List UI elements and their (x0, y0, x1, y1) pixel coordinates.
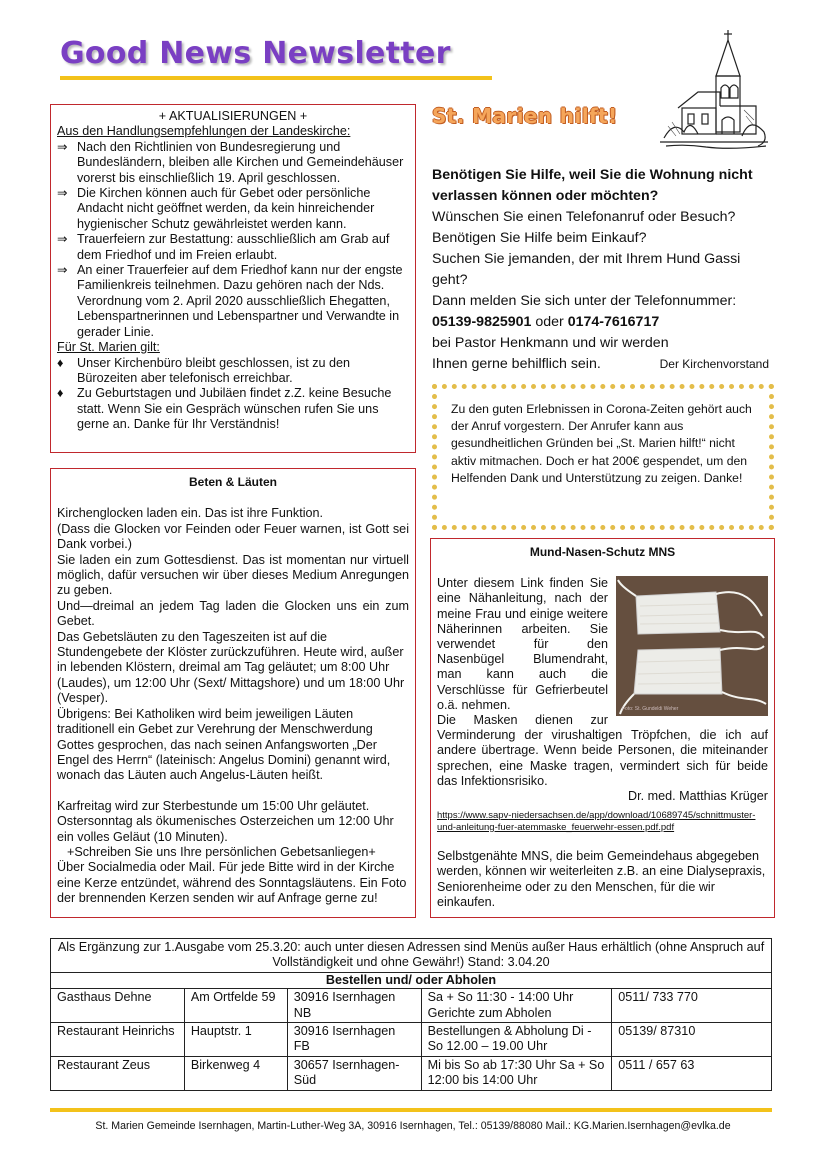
paragraph: Das Gebetsläuten zu den Tageszeiten ist auf die Stundengebete der Klöster zurückzuführen. Heute wird, außer in lebenden Klöstern, dreimal am Tag geläutet; um 8:00 Uhr (Laudes), um 12:00 Uhr (Sext/ Mittagshore) und um 18:00 Uhr (Vesper). (57, 629, 405, 706)
title-underline (60, 76, 492, 80)
paragraph: (Dass die Glocken vor Feinden oder Feuer warnen, ist Gott sei Dank vorbei.) (57, 521, 409, 552)
updates-title: + AKTUALISIERUNGEN + (158, 109, 308, 123)
hilft-title: St. Marien hilft! (432, 104, 618, 128)
restaurant-hours: Mi bis So ab 17:30 Uhr Sa + So 12:00 bis 14:00 Uhr (421, 1056, 612, 1090)
diamond-bullet-icon: ♦ (57, 355, 64, 370)
list-item: ♦ Zu Geburtstagen und Jubiläen findet z.Z. keine Besuche statt. Wenn Sie ein Gespräch wünschen rufen Sie uns gerne an. Danke für Ihr Verständnis! (57, 386, 392, 432)
restaurant-street: Am Ortfelde 59 (184, 989, 287, 1023)
restaurant-name: Gasthaus Dehne (51, 989, 185, 1023)
list-item: ♦ Unser Kirchenbüro bleibt geschlossen, ist zu den Bürozeiten aber telefonisch erreichbar. (57, 355, 351, 385)
restaurant-town: 30657 Isernhagen-Süd (287, 1056, 421, 1090)
arrow-icon: ⇒ (57, 232, 68, 247)
phone-number-2: 0174-7616717 (567, 314, 660, 330)
list-item: ⇒ Nach den Richtlinien von Bundesregierung und Bundesländern, bleiben alle Kirchen und Gemeindehäuser vorerst bis einschließlich 19. April geschlossen. (57, 139, 404, 185)
paragraph: Kirchenglocken laden ein. Das ist ihre Funktion. (57, 506, 324, 521)
diamond-bullet-icon: ♦ (57, 386, 64, 401)
restaurant-hours: Bestellungen & Abholung Di - So 12.00 – 19.00 Uhr (421, 1023, 612, 1057)
updates-subtitle: Aus den Handlungsempfehlungen der Landeskirche: (57, 124, 351, 139)
table-row (51, 1056, 772, 1090)
mns-box (430, 538, 775, 918)
hilft-line: Dann melden Sie sich unter der Telefonnummer: (432, 293, 737, 309)
restaurant-hours: Sa + So 11:30 - 14:00 Uhr Gerichte zum Abholen (421, 989, 612, 1023)
hilft-line: bei Pastor Henkmann und wir werden (432, 335, 669, 351)
hilft-line: Benötigen Sie Hilfe beim Einkauf? (432, 230, 647, 246)
updates-box (50, 104, 416, 453)
hilft-section (432, 165, 777, 375)
arrow-icon: ⇒ (57, 139, 68, 154)
newsletter-title: Good News Newsletter (60, 36, 451, 71)
mns-paragraph: Unter diesem Link finden Sie eine Nähanleitung, nach der meine Frau und einige weitere Näherinnen arbeiten. Sie verwendet für den Nasenbügel Blumendraht, man kann auch die Verschlüsse für Gefrierbeutel o.ä. nehmen. (437, 576, 608, 712)
footer-rule (50, 1108, 772, 1112)
beten-laeuten-box (50, 468, 416, 918)
hilft-line: Ihnen gerne behilflich sein. Der Kirchenvorstand (432, 354, 777, 375)
footer-address: St. Marien Gemeinde Isernhagen, Martin-Luther-Weg 3A, 30916 Isernhagen, Tel.: 05139/88080 Mail.: KG.Marien.Isernhagen@evlka.de (95, 1120, 731, 1132)
mask-photo (616, 576, 768, 716)
table-row (51, 1023, 772, 1057)
phone-number-1: 05139-9825901 (432, 314, 532, 330)
restaurant-town: 30916 Isernhagen FB (287, 1023, 421, 1057)
paragraph: +Schreiben Sie uns Ihre persönlichen Gebetsanliegen+ (67, 844, 376, 859)
restaurant-name: Restaurant Heinrichs (51, 1023, 185, 1057)
list-item: ⇒ Trauerfeiern zur Bestattung: ausschließlich am Grab auf dem Friedhof und im Freien erlaubt. (57, 232, 390, 262)
restaurant-phone: 0511/ 733 770 (612, 989, 772, 1023)
hilft-signature: Der Kirchenvorstand (659, 357, 769, 371)
photo-credit: Foto: St. Gundeldi Weher (622, 706, 679, 713)
mns-author: Dr. med. Matthias Krüger (628, 789, 768, 804)
church-illustration (660, 26, 770, 156)
paragraph: Sie laden ein zum Gottesdienst. Das ist momentan nur virtuell möglich, dafür versuchen wir über dieses Medium Anregungen zu geben. (57, 552, 409, 598)
hilft-phones: 05139-9825901 oder 0174-7616717 (432, 314, 660, 330)
paragraph: Karfreitag wird zur Sterbestunde um 15:00 Uhr geläutet. (57, 798, 370, 813)
restaurant-table (50, 938, 772, 1091)
paragraph: Über Socialmedia oder Mail. Für jede Bitte wird in der Kirche eine Kerze entzündet, während des Sonntagsläutens. Ein Foto der brennenden Kerzen senden wir auf Anfrage gerne zu! (57, 860, 407, 906)
table-intro-row (51, 939, 772, 973)
restaurant-name: Restaurant Zeus (51, 1056, 185, 1090)
mns-title: Mund-Nasen-Schutz MNS (529, 545, 676, 559)
table-heading-row (51, 972, 772, 988)
restaurant-phone: 05139/ 87310 (612, 1023, 772, 1057)
restaurant-town: 30916 Isernhagen NB (287, 989, 421, 1023)
mns-paragraph: Selbstgenähte MNS, die beim Gemeindehaus abgegeben werden, können wir weiterleiten z.B. an eine Dialysepraxis, Seniorenheime oder zu den Menschen, für die wir einkaufen. (437, 849, 766, 909)
table-row (51, 989, 772, 1023)
restaurant-street: Birkenweg 4 (184, 1056, 287, 1090)
hilft-line: Suchen Sie jemanden, der mit Ihrem Hund Gassi geht? (432, 251, 741, 288)
list-item: ⇒ Die Kirchen können auch für Gebet oder persönliche Andacht nicht geöffnet werden, da kein hinreichender hygienischer Schutz gewährleistet werden kann. (57, 186, 375, 231)
beten-title: Beten & Läuten (188, 475, 277, 489)
mns-paragraph: Die Masken dienen zur Verminderung der virushaltigen Tröpfchen, die ich auf andere übertrage. Wenn beide Personen, die miteinander sprechen, eine Maske tragen, vermindert sich für beide das Infektionsrisiko. (437, 713, 768, 788)
thanks-box (432, 384, 774, 530)
restaurant-phone: 0511 / 657 63 (612, 1056, 772, 1090)
restaurant-street: Hauptstr. 1 (184, 1023, 287, 1057)
updates-subtitle-marien: Für St. Marien gilt: (57, 340, 160, 355)
hilft-question: Benötigen Sie Hilfe, weil Sie die Wohnung nicht verlassen können oder möchten? (432, 167, 753, 204)
paragraph: Und—dreimal an jedem Tag laden die Glocken uns ein zum Gebet. (57, 598, 409, 629)
table-intro: Als Ergänzung zur 1.Ausgabe vom 25.3.20: auch unter diesen Adressen sind Menüs außer Haus erhältlich (ohne Anspruch auf Vollständigkeit und ohne Gewähr!) Stand: 3.04.20 (51, 939, 772, 973)
thanks-text: Zu den guten Erlebnissen in Corona-Zeiten gehört auch der Anruf vorgestern. Der Anrufer kann aus gesundheitlichen Gründen bei „St. Marien hilft!“ nicht aktiv mitmachen. Doch er hat 200€ gespendet, um den Helfenden Dank und Unterstützung zu zeigen. Danke! (451, 402, 752, 485)
table-heading: Bestellen und/ oder Abholen (51, 972, 772, 988)
arrow-icon: ⇒ (57, 186, 68, 201)
pattern-download-link[interactable]: https://www.sapv-niedersachsen.de/app/download/10689745/schnittmuster-und-anleitung-fuer-atemmaske_feuerwehr-essen.pdf.pdf (437, 810, 756, 833)
arrow-icon: ⇒ (57, 263, 68, 278)
paragraph: Ostersonntag als ökumenisches Osterzeichen um 12:00 Uhr ein volles Geläut (10 Minuten). (57, 814, 394, 844)
list-item: ⇒ An einer Trauerfeier auf dem Friedhof kann nur der engste Familienkreis teilnehmen. Dazu gehören nach der Nds. Verordnung vom 2. April 2020 ausschließlich Ehegatten, Lebenspartnerinnen und Lebenspartner und Verwandte in gerader Linie. (57, 263, 403, 339)
hilft-line: Wünschen Sie einen Telefonanruf oder Besuch? (432, 209, 736, 225)
paragraph: Übrigens: Bei Katholiken wird beim jeweiligen Läuten traditionell ein Gebet zur Verehrung der Menschwerdung Gottes gesprochen, das nach seinen Anfangsworten „Der Engel des Herrn“ (lateinisch: Angelus Domini) genannt wird, wonach das Läuten auch Angelus-Läuten heißt. (57, 706, 391, 783)
